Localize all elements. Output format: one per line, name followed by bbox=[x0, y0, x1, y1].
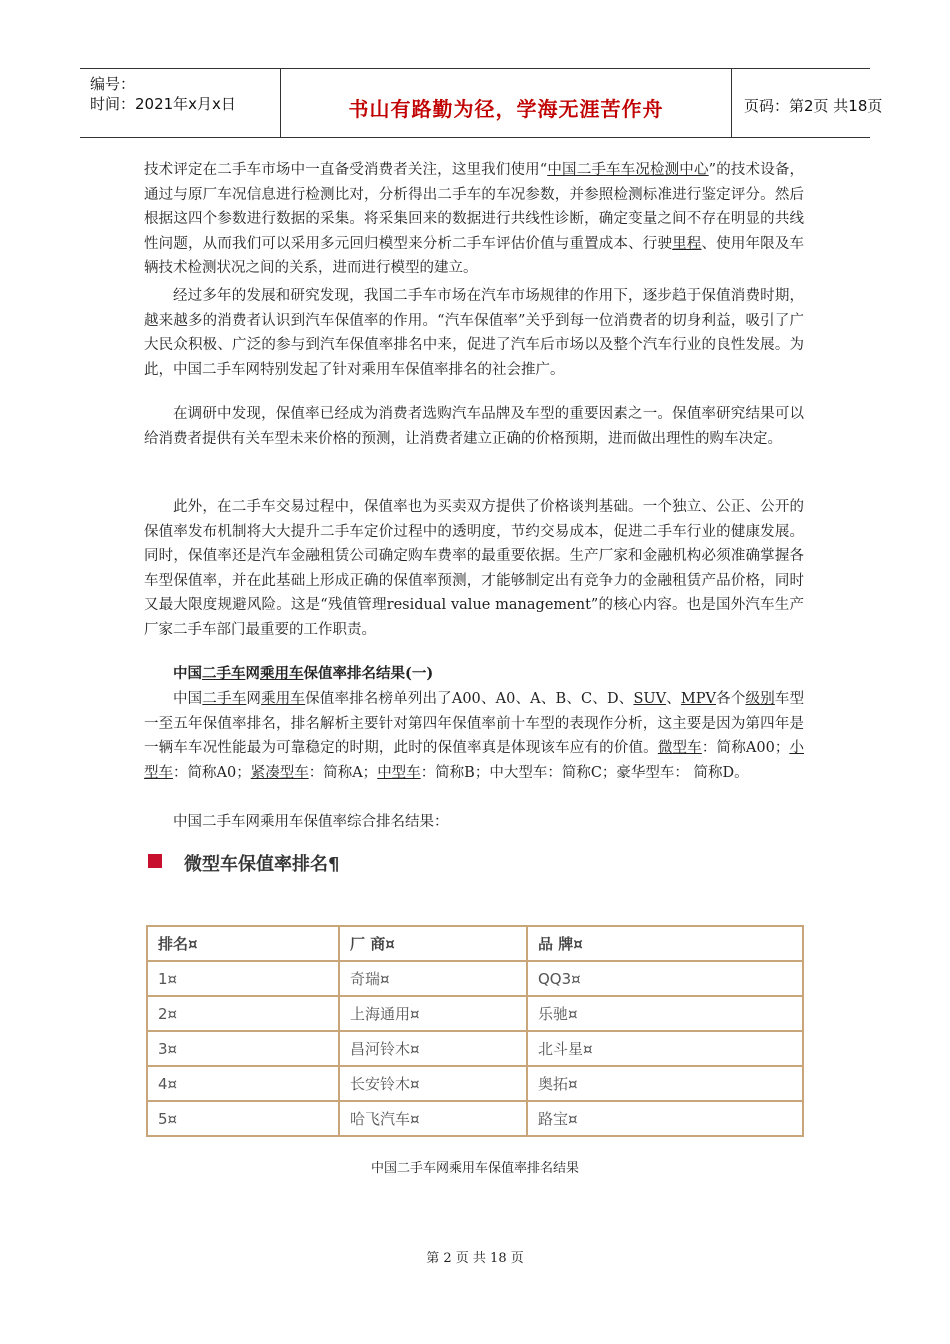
p2-text: 经过多年的发展和研究发现，我国二手车市场在汽车市场规律的作用下，逐步趋于保值消费时期，越来越多的消费者认识到汽车保值率的作用。“汽车保值率”关乎到每一位消费者的切身利益，吸引了广大民众积极、广泛的参与到汽车保值率排名中来，促进了汽车后市场以及整个汽车行业的良性发展。为此，中国二手车网特别发起了针对乘用车保值率排名的社会推广。 bbox=[144, 288, 804, 378]
p6-text: 中国二手车网乘用车保值率综合排名结果： bbox=[173, 814, 449, 830]
paragraph-4 bbox=[144, 495, 804, 642]
p5-link-mini-car[interactable]: 微型车 bbox=[657, 740, 702, 756]
p5-text-g: ：简称A00； bbox=[701, 740, 790, 756]
cell-brand: 路宝¤ bbox=[527, 1101, 803, 1136]
cell-manufacturer: 昌河铃木¤ bbox=[339, 1031, 527, 1066]
p5-text-c: 保值率排名榜单列出了A00、A0、A、B、C、D、 bbox=[305, 691, 634, 707]
header-motto-cell bbox=[280, 69, 732, 137]
table-row bbox=[147, 961, 803, 996]
p4-text: 此外，在二手车交易过程中，保值率也为买卖双方提供了价格谈判基础。一个独立、公正、公开的保值率发布机制将大大提升二手车定价过程中的透明度，节约交易成本，促进二手车行业的健康发展。同时，保值率还是汽车金融租赁公司确定购车费率的最重要依据。生产厂家和金融机构必须准确掌握各车型保值率，并在此基础上形成正确的保值率预测，才能够制定出有竞争力的金融租赁产品价格，同时又最大限度规避风险。这是“残值管理residual value management”的核心内容。也是国外汽车生产厂家二手车部门最重要的工作职责。 bbox=[144, 499, 804, 638]
heading-text-b: 网 bbox=[245, 665, 260, 682]
cell-brand: 北斗星¤ bbox=[527, 1031, 803, 1066]
cell-brand: 乐驰¤ bbox=[527, 996, 803, 1031]
p5-text-d: 、 bbox=[666, 691, 681, 707]
p3-text: 在调研中发现，保值率已经成为消费者选购汽车品牌及车型的重要因素之一。保值率研究结果可以给消费者提供有关车型未来价格的预测，让消费者建立正确的价格预期，进而做出理性的购车决定。 bbox=[144, 406, 804, 447]
p5-text-h: ：简称A0； bbox=[173, 764, 251, 781]
paragraph-5 bbox=[144, 687, 804, 785]
cell-rank: 1¤ bbox=[147, 961, 339, 996]
p5-link-used-car[interactable]: 二手车 bbox=[202, 691, 247, 707]
cell-rank: 2¤ bbox=[147, 996, 339, 1031]
p5-text-j: ：简称B；中大型车：简称C；豪华型车： 简称D。 bbox=[420, 764, 749, 781]
cell-brand: 奥拓¤ bbox=[527, 1066, 803, 1101]
header-right-cell bbox=[732, 69, 883, 137]
header-left-cell bbox=[80, 69, 280, 137]
p5-link-mpv[interactable]: MPV bbox=[680, 691, 716, 707]
p5-text-b: 网 bbox=[246, 691, 262, 707]
ranking-heading bbox=[144, 662, 804, 687]
cell-manufacturer: 奇瑞¤ bbox=[339, 961, 527, 996]
p5-text-a: 中国 bbox=[173, 691, 203, 707]
heading-link-passenger-car[interactable]: 乘用车 bbox=[260, 665, 304, 682]
cell-manufacturer: 长安铃木¤ bbox=[339, 1066, 527, 1101]
p1-text-a: 技术评定在二手车市场中一直备受消费者关注，这里我们使用“ bbox=[144, 162, 548, 178]
ranking-table bbox=[146, 925, 804, 1137]
p5-text-i: ：简称A； bbox=[308, 764, 378, 781]
section-title: 微型车保值率排名¶ bbox=[184, 854, 340, 875]
p5-text-e: 各个 bbox=[716, 691, 746, 707]
page-header bbox=[80, 68, 883, 138]
table-caption: 中国二手车网乘用车保值率排名结果 bbox=[370, 1161, 579, 1176]
table-row bbox=[147, 1031, 803, 1066]
header-rank: 排名¤ bbox=[147, 926, 339, 961]
cell-rank: 3¤ bbox=[147, 1031, 339, 1066]
paragraph-3 bbox=[144, 402, 804, 451]
paragraph-2 bbox=[144, 284, 804, 382]
table-header-row bbox=[147, 926, 803, 961]
p5-text-f: 车型一至五年保值率排名，排名解析主要针对第四年保值率前十车型的表现作分析，这主要是因为第四年是一辆车车况性能最为可靠稳定的时期，此时的保值率真是体现该车应有的价值。 bbox=[144, 691, 805, 756]
p5-link-midsize-car[interactable]: 中型车 bbox=[377, 764, 421, 781]
heading-link-used-car[interactable]: 二手车 bbox=[202, 665, 246, 682]
p1-text-b: ”的技术设备，通过与原厂车况信息进行检测比对，分析得出二手车的车况参数，并参照检测标准进行鉴定评分。然后根据这四个参数进行数据的采集。将采集回来的数据进行共线性诊断，确定变量之间不存在明显的共线性问题，从而我们可以采用多元回归模型来分析二手车评估价值与重置成本、行驶 bbox=[144, 162, 805, 252]
red-square-icon bbox=[148, 854, 162, 868]
p1-text-c: 、使用年限及车辆技术检测状况之间的关系，进而进行模型的建立。 bbox=[144, 235, 805, 276]
motto: 书山有路勤为径，学海无涯苦作舟 bbox=[348, 97, 664, 121]
p5-link-suv[interactable]: SUV bbox=[633, 691, 667, 707]
cell-rank: 4¤ bbox=[147, 1066, 339, 1101]
cell-rank: 5¤ bbox=[147, 1101, 339, 1136]
p5-link-small-car[interactable]: 小型车 bbox=[144, 740, 805, 781]
p5-link-passenger-car[interactable]: 乘用车 bbox=[261, 691, 306, 707]
page-code: 页码：第2页 共18页 bbox=[744, 97, 883, 115]
cell-brand: QQ3¤ bbox=[527, 961, 803, 996]
p1-link-inspection-center[interactable]: 中国二手车车况检测中心 bbox=[547, 162, 709, 178]
page-footer: 第 2 页 共 18 页 bbox=[426, 1251, 524, 1266]
table-row bbox=[147, 996, 803, 1031]
table-row bbox=[147, 1066, 803, 1101]
number-label: 编号： bbox=[90, 75, 136, 93]
header-manufacturer: 厂 商¤ bbox=[339, 926, 527, 961]
p5-link-class[interactable]: 级别 bbox=[745, 691, 775, 707]
heading-text-a: 中国 bbox=[173, 665, 202, 682]
p5-link-compact-car[interactable]: 紧凑型车 bbox=[250, 764, 309, 781]
header-brand: 品 牌¤ bbox=[527, 926, 803, 961]
p1-link-mileage[interactable]: 里程 bbox=[672, 235, 702, 252]
time-label: 时间：2021年x月x日 bbox=[90, 95, 236, 113]
cell-manufacturer: 哈飞汽车¤ bbox=[339, 1101, 527, 1136]
table-row bbox=[147, 1101, 803, 1136]
paragraph-6 bbox=[144, 810, 804, 835]
heading-text-c: 保值率排名结果(一) bbox=[303, 665, 434, 682]
cell-manufacturer: 上海通用¤ bbox=[339, 996, 527, 1031]
paragraph-1 bbox=[144, 158, 804, 281]
